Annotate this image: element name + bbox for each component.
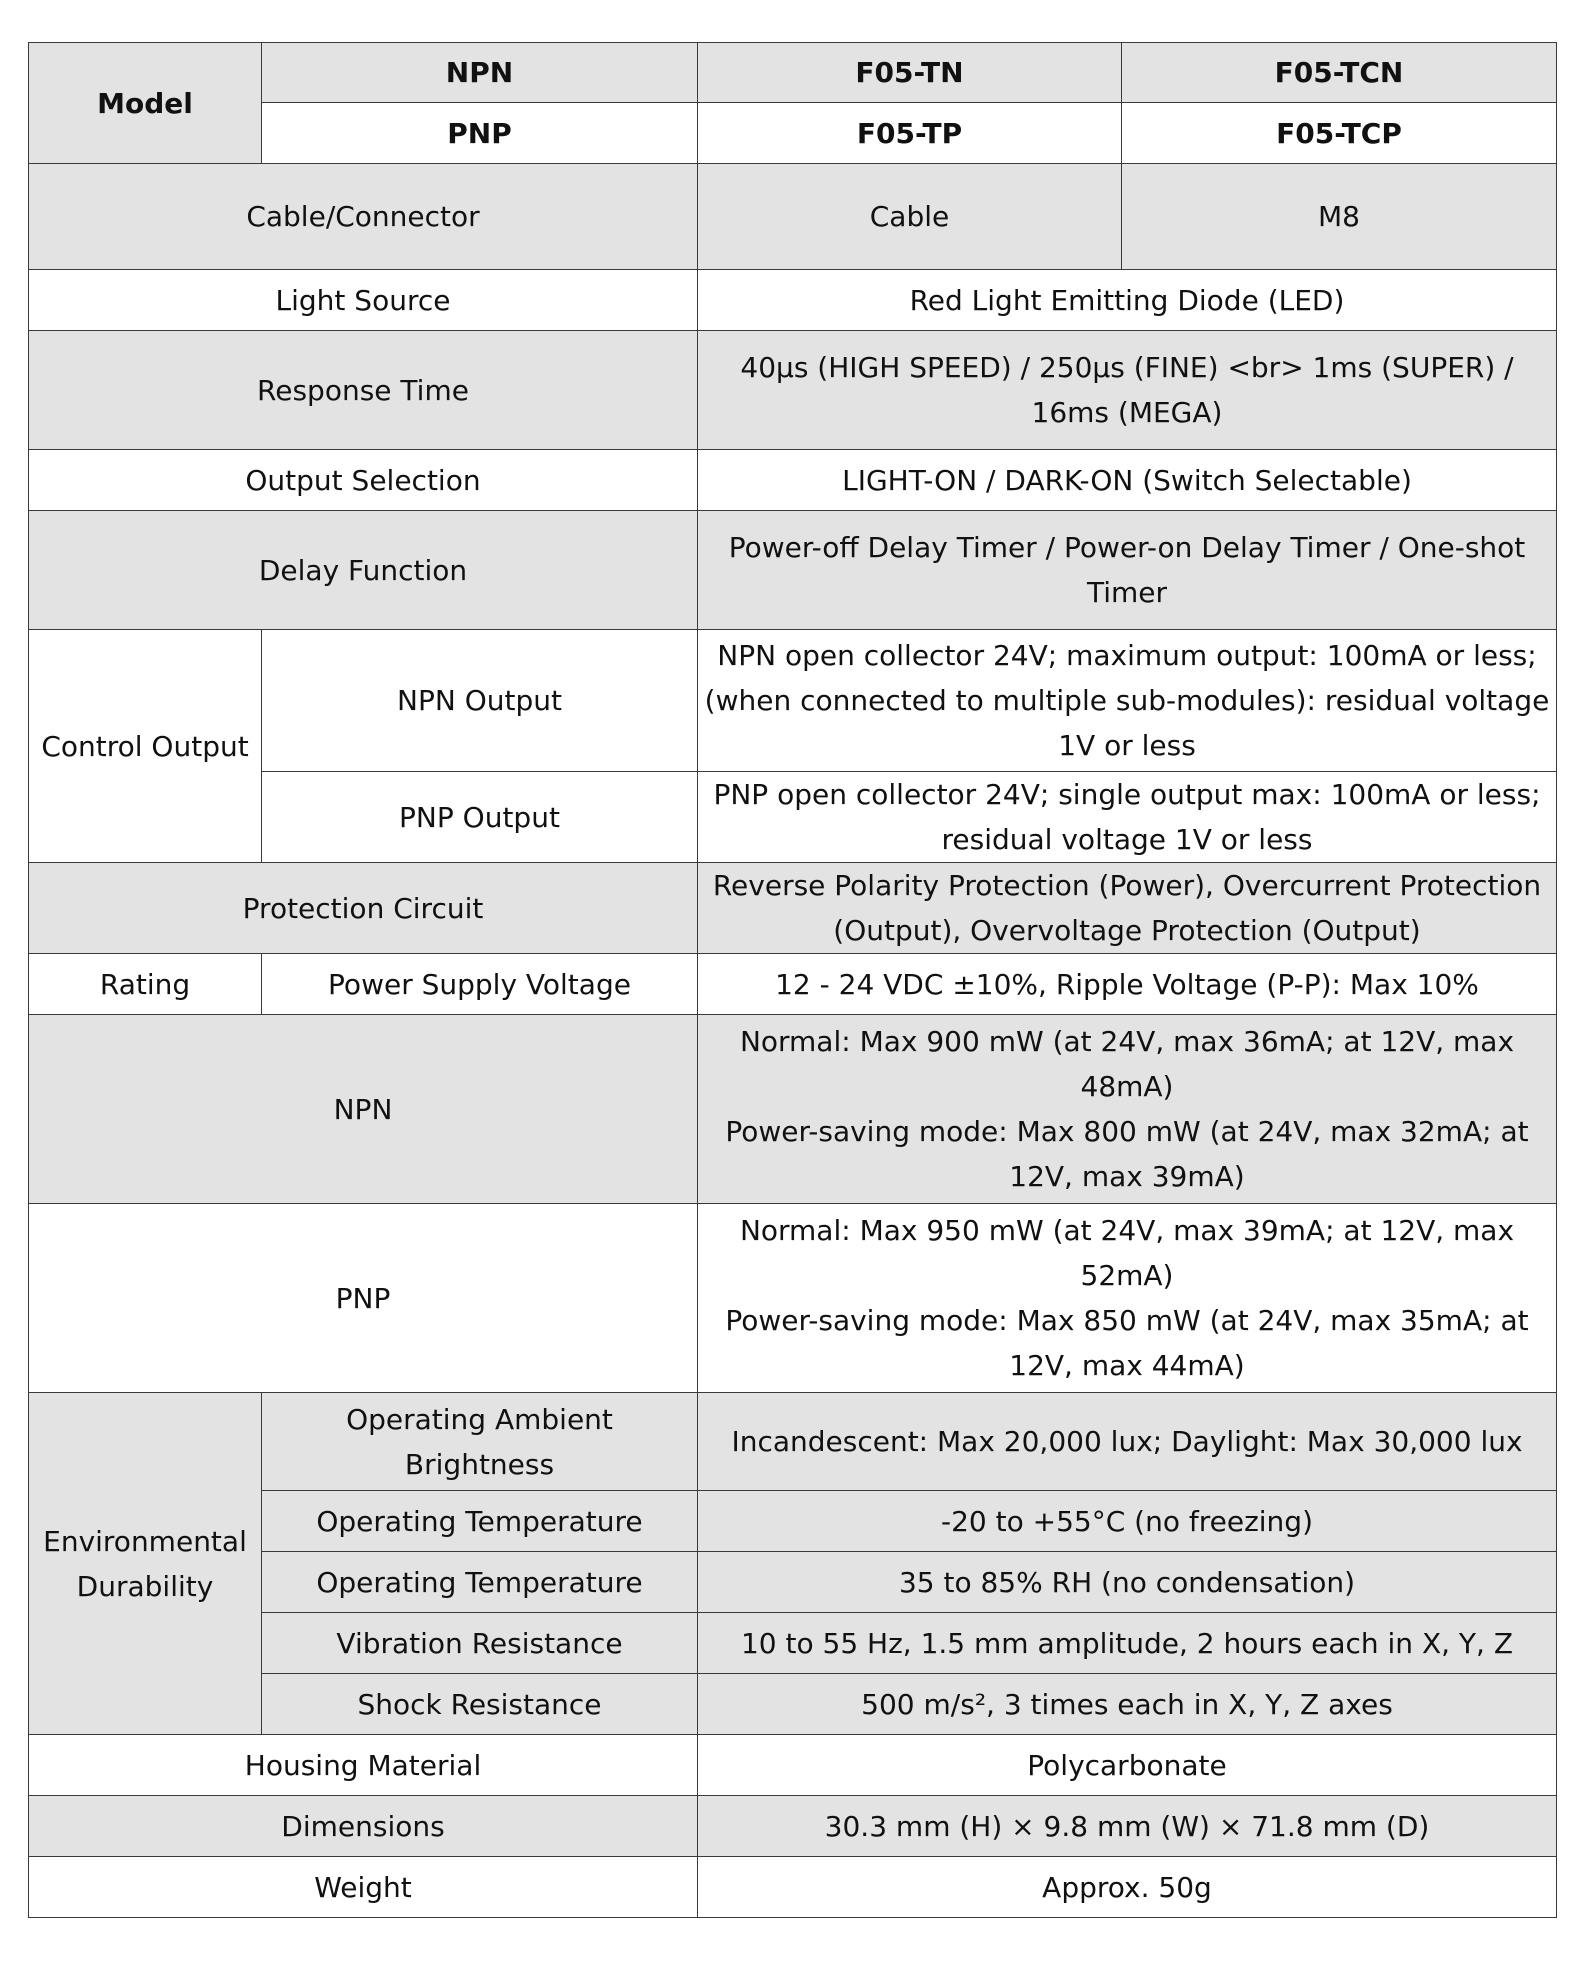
humidity-value: 35 to 85% RH (no condensation) (698, 1552, 1557, 1613)
protection-value: Reverse Polarity Protection (Power), Overcurrent Protection (Output), Overvoltage Protection (Output) (698, 863, 1557, 954)
response-time-label: Response Time (29, 331, 698, 450)
control-output-label: Control Output (29, 630, 262, 863)
pnp-output-label: PNP Output (262, 772, 698, 863)
environmental-label: Environmental Durability (29, 1393, 262, 1735)
brightness-value: Incandescent: Max 20,000 lux; Daylight: Max 30,000 lux (698, 1393, 1557, 1491)
dimensions-label: Dimensions (29, 1796, 698, 1857)
dimensions-value: 30.3 mm (H) × 9.8 mm (W) × 71.8 mm (D) (698, 1796, 1557, 1857)
vibration-value: 10 to 55 Hz, 1.5 mm amplitude, 2 hours each in X, Y, Z (698, 1613, 1557, 1674)
output-selection-label: Output Selection (29, 450, 698, 511)
temperature-label: Operating Temperature (262, 1491, 698, 1552)
f05-tcn-header: F05-TCN (1122, 43, 1557, 103)
delay-function-value: Power-off Delay Timer / Power-on Delay Timer / One-shot Timer (698, 511, 1557, 630)
protection-row (29, 863, 1557, 954)
housing-label: Housing Material (29, 1735, 698, 1796)
housing-value: Polycarbonate (698, 1735, 1557, 1796)
rating-row (29, 954, 1557, 1015)
light-source-row (29, 270, 1557, 331)
weight-row (29, 1857, 1557, 1918)
power-supply-label: Power Supply Voltage (262, 954, 698, 1015)
protection-label: Protection Circuit (29, 863, 698, 954)
light-source-value: Red Light Emitting Diode (LED) (698, 270, 1557, 331)
response-time-value: 40μs (HIGH SPEED) / 250μs (FINE) <br> 1ms (SUPER) / 16ms (MEGA) (698, 331, 1557, 450)
power-supply-value: 12 - 24 VDC ±10%, Ripple Voltage (P-P): Max 10% (698, 954, 1557, 1015)
model-header: Model (29, 43, 262, 164)
npn-power-value: Normal: Max 900 mW (at 24V, max 36mA; at 12V, max 48mA) Power-saving mode: Max 800 mW (at 24V, max 32mA; at 12V, max 39mA) (698, 1015, 1557, 1204)
delay-function-row (29, 511, 1557, 630)
shock-value: 500 m/s², 3 times each in X, Y, Z axes (698, 1674, 1557, 1735)
vibration-label: Vibration Resistance (262, 1613, 698, 1674)
output-selection-value: LIGHT-ON / DARK-ON (Switch Selectable) (698, 450, 1557, 511)
pnp-header: PNP (262, 103, 698, 164)
npn-power-label: NPN (29, 1015, 698, 1204)
light-source-label: Light Source (29, 270, 698, 331)
npn-power-row (29, 1015, 1557, 1204)
brightness-row (29, 1393, 1557, 1491)
response-time-row (29, 331, 1557, 450)
housing-row (29, 1735, 1557, 1796)
brightness-label: Operating Ambient Brightness (262, 1393, 698, 1491)
weight-value: Approx. 50g (698, 1857, 1557, 1918)
pnp-output-value: PNP open collector 24V; single output max: 100mA or less; residual voltage 1V or less (698, 772, 1557, 863)
npn-output-value: NPN open collector 24V; maximum output: 100mA or less; (when connected to multiple sub-modules): residual voltage 1V or less (698, 630, 1557, 772)
output-selection-row (29, 450, 1557, 511)
dimensions-row (29, 1796, 1557, 1857)
pnp-power-row (29, 1204, 1557, 1393)
f05-tn-header: F05-TN (698, 43, 1122, 103)
f05-tcp-header: F05-TCP (1122, 103, 1557, 164)
header-row-npn (29, 43, 1557, 103)
weight-label: Weight (29, 1857, 698, 1918)
pnp-power-label: PNP (29, 1204, 698, 1393)
humidity-label: Operating Temperature (262, 1552, 698, 1613)
shock-label: Shock Resistance (262, 1674, 698, 1735)
npn-output-row (29, 630, 1557, 772)
npn-output-label: NPN Output (262, 630, 698, 772)
f05-tp-header: F05-TP (698, 103, 1122, 164)
cable-label: Cable/Connector (29, 164, 698, 270)
pnp-power-value: Normal: Max 950 mW (at 24V, max 39mA; at 12V, max 52mA) Power-saving mode: Max 850 mW (at 24V, max 35mA; at 12V, max 44mA) (698, 1204, 1557, 1393)
rating-label: Rating (29, 954, 262, 1015)
cable-row (29, 164, 1557, 270)
delay-function-label: Delay Function (29, 511, 698, 630)
cable-value-tcn: M8 (1122, 164, 1557, 270)
spec-table (28, 42, 1557, 1918)
cable-value-tn: Cable (698, 164, 1122, 270)
npn-header: NPN (262, 43, 698, 103)
temperature-value: -20 to +55°C (no freezing) (698, 1491, 1557, 1552)
